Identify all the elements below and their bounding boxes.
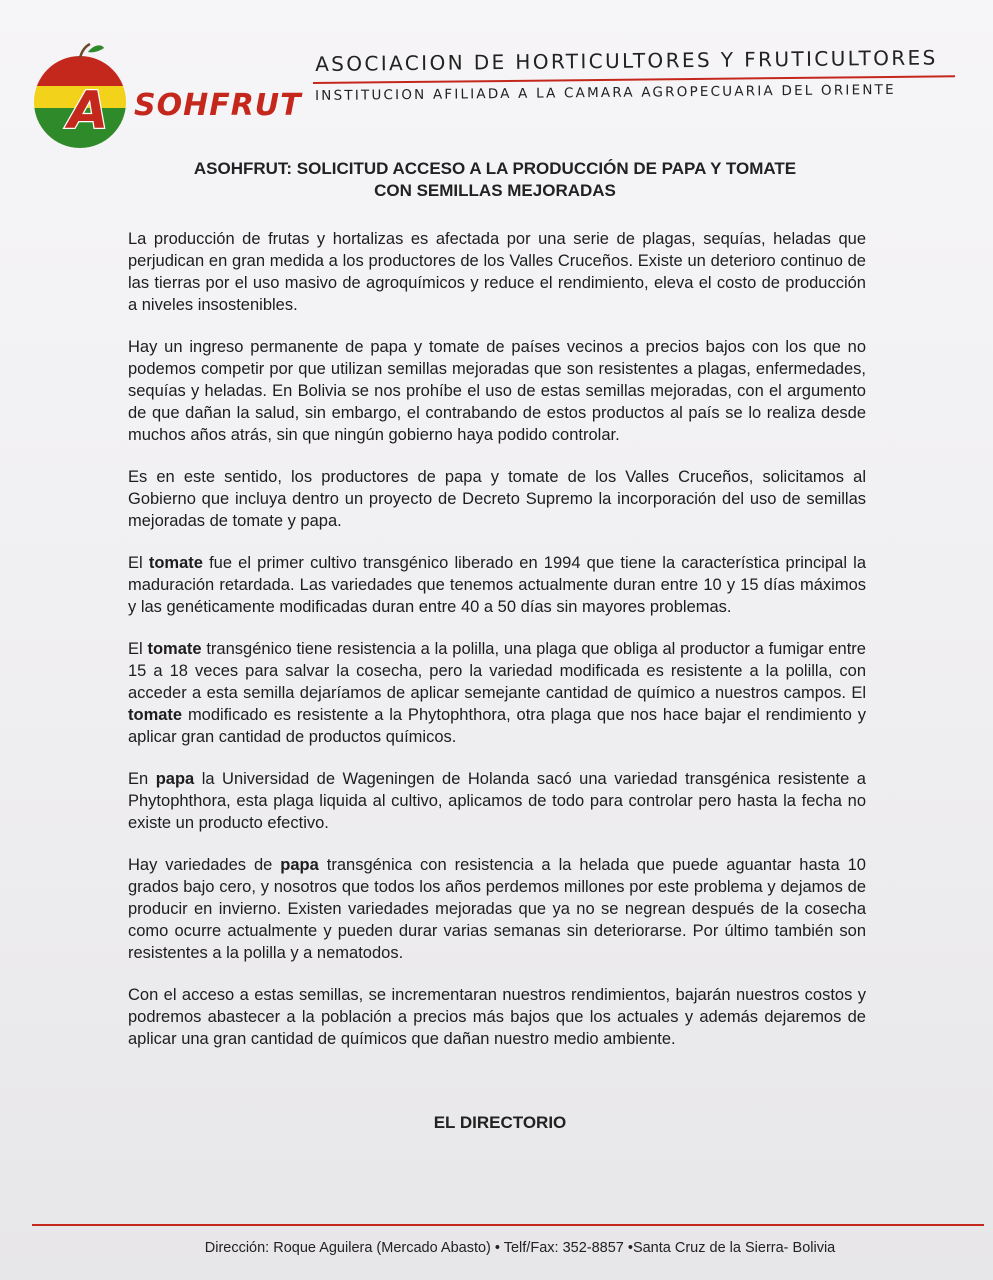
document-title	[150, 158, 840, 202]
keyword-tomate: tomate	[128, 706, 183, 724]
paragraph-5: El tomate transgénico tiene resistencia a la polilla, una plaga que obliga al productor a fumigar entre 15 a 18 veces para salvar la cosecha, pero la variedad modificada es resistente a la polilla, con acceder a esta semilla dejaríamos de aplicar semejante cantidad de químico a nuestros campos. El tomate modificado es resistente a la Phytophthora, otra plaga que nos hace bajar el rendimiento y aplicar gran cantidad de productos químicos.	[128, 640, 866, 746]
footer-divider	[32, 1224, 984, 1226]
paragraph-4: El tomate fue el primer cultivo transgénico liberado en 1994 que tiene la característica principal la maduración retardada. Las variedades que tenemos actualmente duran entre 10 y 15 días máximos y las genéticamente modificadas duran entre 40 a 50 días sin mayores problemas.	[128, 554, 866, 616]
paragraph-6: En papa la Universidad de Wageningen de Holanda sacó una variedad transgénica resistente a Phytophthora, esta plaga liquida al cultivo, aplicamos de todo para controlar pero hasta la fecha no existe un producto efectivo.	[128, 770, 866, 832]
paragraph-7: Hay variedades de papa transgénica con resistencia a la helada que puede aguantar hasta 10 grados bajo cero, y nosotros que todos los años perdemos millones por este problema y dejamos de producir en invierno. Existen variedades mejoradas que ya no se negrean después de la cosecha como ocurre actualmente y pueden durar varias semanas sin deteriorarse. Por último también son resistentes a la polilla y a nematodos.	[128, 856, 866, 962]
fruit-logo-icon	[30, 40, 140, 155]
keyword-papa: papa	[155, 770, 195, 788]
footer-address: Dirección: Roque Aguilera (Mercado Abasto) • Telf/Fax: 352-8857 •Santa Cruz de la Sierra- Bolivia	[204, 1240, 836, 1256]
organization-affiliation: INSTITUCION AFILIADA A LA CAMARA AGROPECUARIA DEL ORIENTE	[315, 81, 896, 104]
signature: EL DIRECTORIO	[433, 1113, 567, 1132]
asohfrut-logo	[30, 40, 300, 155]
keyword-tomate: tomate	[147, 640, 202, 658]
title-line-1: ASOHFRUT: SOLICITUD ACCESO A LA PRODUCCIÓN DE PAPA Y TOMATE	[193, 159, 797, 178]
paragraph-1: La producción de frutas y hortalizas es afectada por una serie de plagas, sequías, heladas que perjudican en gran medida a los productores de los Valles Cruceños. Existe un deterioro continuo de las tierras por el uso masivo de agroquímicos y reduce el rendimiento, eleva el costo de producción a niveles insostenibles.	[128, 230, 866, 314]
paragraph-2: Hay un ingreso permanente de papa y tomate de países vecinos a precios bajos con los que no podemos competir por que utilizan semillas mejoradas que son resistentes a plagas, enfermedades, sequías y heladas. En Bolivia se nos prohíbe el uso de estas semillas mejoradas, con el argumento de que dañan la salud, sin embargo, el contrabando de estos productos al país se lo realiza desde muchos años atrás, sin que ningún gobierno haya podido controlar.	[128, 338, 866, 444]
title-line-2: CON SEMILLAS MEJORADAS	[374, 181, 616, 200]
keyword-papa: papa	[280, 856, 319, 874]
keyword-tomate: tomate	[148, 554, 203, 572]
logo-letter: A	[68, 81, 109, 141]
paragraph-3: Es en este sentido, los productores de papa y tomate de los Valles Cruceños, solicitamos al Gobierno que incluya dentro un proyecto de Decreto Supremo la incorporación del uso de semillas mejoradas de tomate y papa.	[128, 468, 866, 530]
letter-body	[128, 228, 866, 1070]
organization-name: ASOCIACION DE HORTICULTORES Y FRUTICULTORES	[315, 45, 938, 76]
logo-wordmark: SOHFRUT	[134, 88, 302, 123]
paragraph-8: Con el acceso a estas semillas, se incrementaran nuestros rendimientos, bajarán nuestros costos y podremos abastecer a la población a precios más bajos que los actuales y además dejaremos de aplicar una gran cantidad de químicos que dañan nuestro medio ambiente.	[128, 986, 866, 1048]
